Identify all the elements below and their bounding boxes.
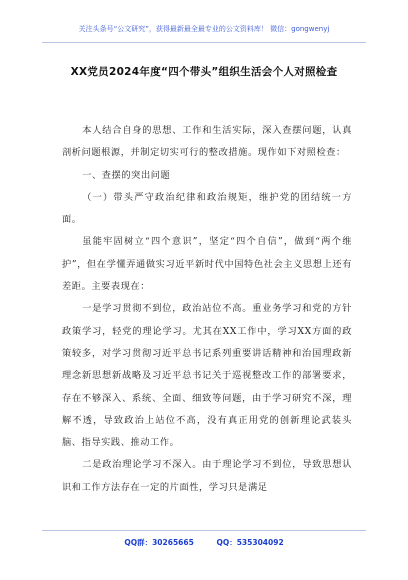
body-paragraph: 虽能牢固树立“四个意识”，坚定“四个自信”，做到“两个维护”，但在学懂弄通做实习近平新时代中国特色社会主义思想上还有差距。主要表现在： [62, 236, 352, 293]
intro-paragraph: 本人结合自身的思想、工作和生活实际，深入查摆问题，认真剖析问题根源，并制定切实可行的整改措施。现作如下对照检查： [62, 125, 352, 159]
body-paragraph: 二是政治理论学习不深入。由于理论学习不到位，导致思想认识和工作方法存在一定的片面性，学习只是满足 [62, 459, 352, 493]
qq-number-text: QQ：535304092 [216, 538, 284, 547]
document-title: XX党员2024年度“四个带头”组织生活会个人对照检查 [70, 66, 338, 78]
document-body [62, 120, 352, 499]
subsection-heading: （一）带头严守政治纪律和政治规矩，维护党的团结统一方面。 [62, 191, 352, 226]
header-notice: 关注头条号“公文研究”，获得最新最全最专业的公文资料库！ 微信：gongwenyj [78, 25, 330, 33]
footer-contact [0, 537, 408, 548]
body-paragraph: 一是学习贯彻不到位，政治站位不高。重业务学习和党的方针政策学习，轻党的理论学习。尤其在XX工作中，学习XX方面的政策较多，对学习贯彻习近平总书记系列重要讲话精神和治国理政新理念新思想新战略及习近平总书记关于巡视整改工作的部署要求，存在不够深入、系统、全面、细致等问题，由于学习研究不深，理解不透，导致政治上站位不高，没有真正用党的创新理论武装头脑、指导实践、推动工作。 [62, 303, 352, 449]
header-divider [42, 42, 366, 43]
footer-divider [42, 530, 366, 531]
qq-group-text: QQ群：30265665 [124, 538, 194, 547]
section-heading: 一、查摆的突出问题 [82, 169, 171, 181]
